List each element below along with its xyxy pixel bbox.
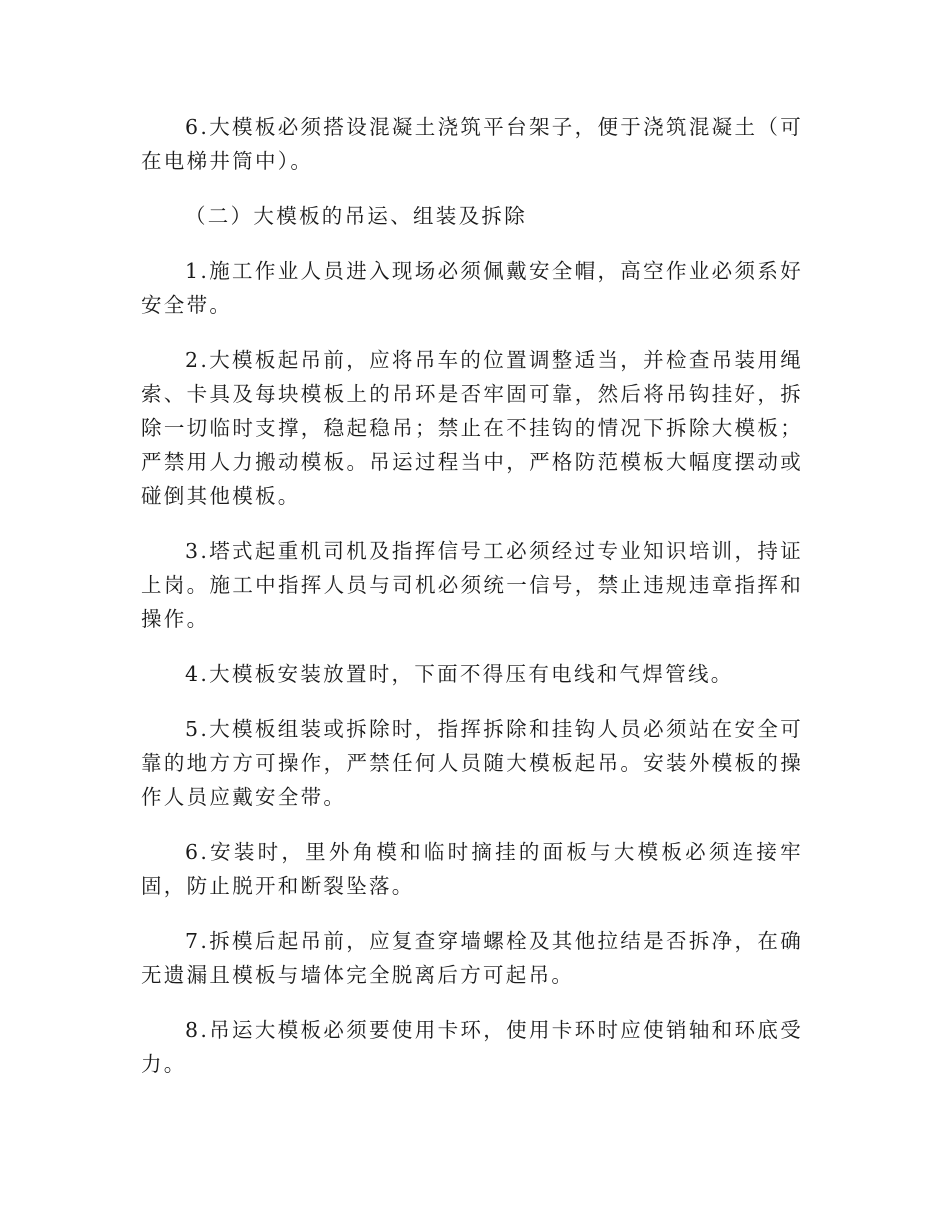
paragraph-item-4-placement: 4.大模板安装放置时，下面不得压有电线和气焊管线。 [185,662,734,686]
section-heading-lifting: （二）大模板的吊运、组装及拆除 [185,204,527,228]
paragraph-item-3-crane-operator: 3.塔式起重机司机及指挥信号工必须经过专业知识培训，持证上岗。施工中指挥人员与司机必须统一信号，禁止违规违章指挥和操作。 [141,539,803,631]
document-page [141,110,803,1081]
paragraph-item-7-dismantling: 7.拆模后起吊前，应复查穿墙螺栓及其他拉结是否拆净，在确无遗漏且模板与墙体完全脱离后方可起吊。 [141,929,803,987]
paragraph-item-8-shackle: 8.吊运大模板必须要使用卡环，使用卡环时应使销轴和环底受力。 [141,1018,803,1076]
paragraph-item-1-helmet: 1.施工作业人员进入现场必须佩戴安全帽，高空作业必须系好安全带。 [141,259,803,317]
paragraph-item-6-installation: 6.安装时，里外角模和临时摘挂的面板与大模板必须连接牢固，防止脱开和断裂坠落。 [141,840,803,898]
paragraph-item-6-platform: 6.大模板必须搭设混凝土浇筑平台架子，便于浇筑混凝土（可在电梯井筒中）。 [141,115,803,173]
paragraph-item-2-before-lifting: 2.大模板起吊前，应将吊车的位置调整适当，并检查吊装用绳索、卡具及每块模板上的吊环是否牢固可靠，然后将吊钩挂好，拆除一切临时支撑，稳起稳吊；禁止在不挂钩的情况下拆除大模板；严禁用人力搬动模板。吊运过程当中，严格防范模板大幅度摆动或碰倒其他模板。 [141,348,803,508]
paragraph-item-5-assembly: 5.大模板组装或拆除时，指挥拆除和挂钩人员必须站在安全可靠的地方方可操作，严禁任何人员随大模板起吊。安装外模板的操作人员应戴安全带。 [141,717,803,809]
